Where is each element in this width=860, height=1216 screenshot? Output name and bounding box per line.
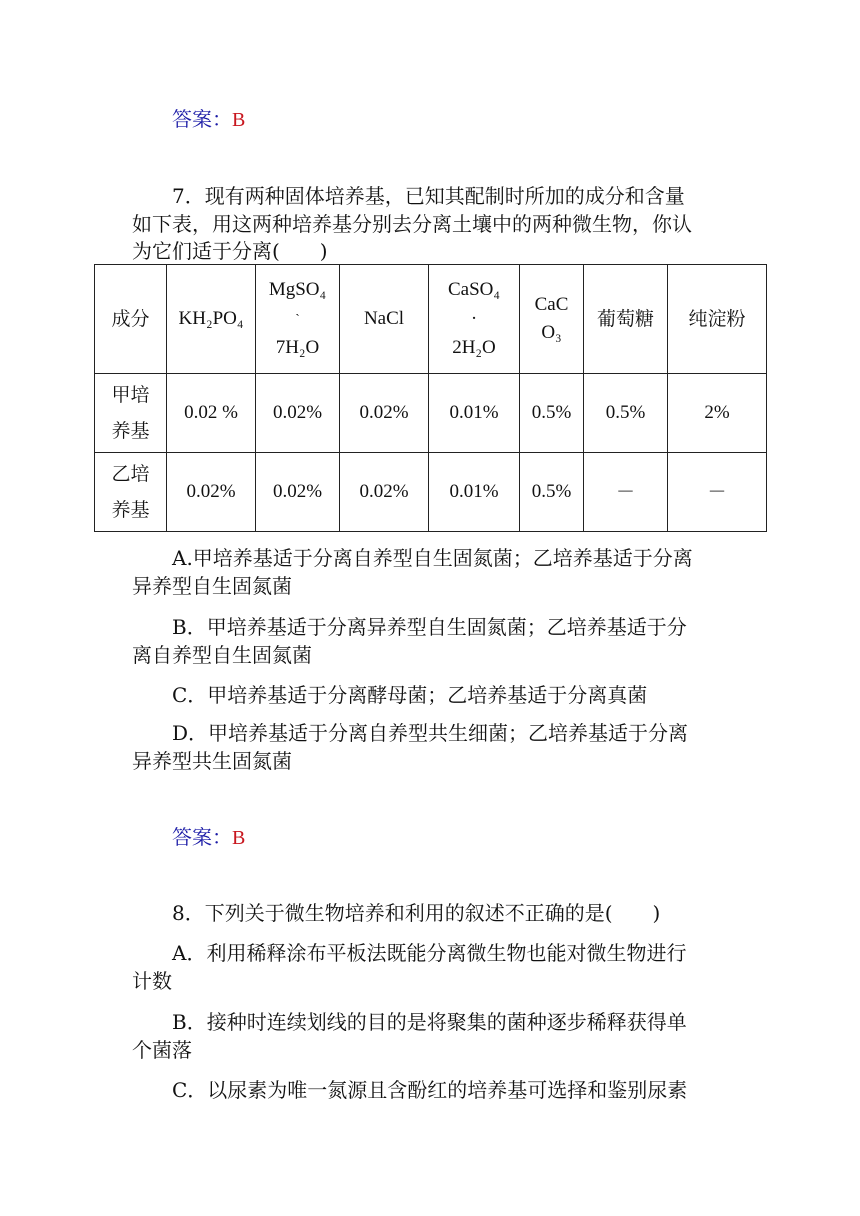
table-cell: 0.5% <box>520 453 584 532</box>
table-cell: 0.02% <box>256 374 340 453</box>
header-cell: 纯淀粉 <box>668 265 767 374</box>
q8-option-a-line-1: A．利用稀释涂布平板法既能分离微生物也能对微生物进行 <box>172 941 687 965</box>
q8-option-a-line-2: 计数 <box>132 969 172 993</box>
q7-stem-line-1: 7．现有两种固体培养基，已知其配制时所加的成分和含量 <box>172 184 685 208</box>
answer-label: 答案： <box>172 825 232 849</box>
header-cell-line: MgSO₄ <box>268 279 327 300</box>
table-cell: 0.02% <box>256 453 340 532</box>
table-cell: 0.02% <box>167 453 256 532</box>
table-cell: 2% <box>668 374 767 453</box>
table-cell: 0.5% <box>584 374 668 453</box>
q7-option-b-line-1: B．甲培养基适于分离异养型自生固氮菌；乙培养基适于分 <box>172 615 687 639</box>
table-row <box>95 374 767 453</box>
answer-q7 <box>172 824 245 851</box>
answer-q6 <box>172 106 245 133</box>
q7-stem-line-3: 为它们适于分离( ) <box>132 239 328 263</box>
q8-option-b-line-1: B．接种时连续划线的目的是将聚集的菌种逐步稀释获得单 <box>172 1010 687 1034</box>
q8-option-c-line-1: C．以尿素为唯一氮源且含酚红的培养基可选择和鉴别尿素 <box>172 1078 688 1102</box>
row-name-line: 养基 <box>111 499 150 521</box>
table-cell: 0.02 % <box>167 374 256 453</box>
table-cell: 0.01% <box>429 453 520 532</box>
media-composition-table <box>94 264 767 532</box>
header-cell <box>429 265 520 374</box>
header-cell <box>256 265 340 374</box>
table-cell: 0.01% <box>429 374 520 453</box>
header-cell-line: · <box>470 308 478 329</box>
row-name-cell <box>95 374 167 453</box>
table-cell: 0.5% <box>520 374 584 453</box>
header-cell-line: O₃ <box>541 322 562 343</box>
table-cell: － <box>584 453 668 532</box>
header-cell-line: CaSO₄ <box>447 279 501 300</box>
header-cell-line: 7H₂O <box>275 337 320 358</box>
table-header-row <box>95 265 767 374</box>
row-name-cell <box>95 453 167 532</box>
q7-option-a-line-2: 异养型自生固氮菌 <box>132 574 292 598</box>
row-name-line: 乙培 <box>111 463 150 485</box>
table-cell: 0.02% <box>340 453 429 532</box>
header-cell-line: ` <box>295 311 300 326</box>
answer-label: 答案： <box>172 107 232 131</box>
table-cell: － <box>668 453 767 532</box>
q7-option-b-line-2: 离自养型自生固氮菌 <box>132 643 312 667</box>
q7-option-c: C．甲培养基适于分离酵母菌；乙培养基适于分离真菌 <box>172 683 648 707</box>
header-cell-line: 2H₂O <box>452 337 496 358</box>
q8-stem: 8．下列关于微生物培养和利用的叙述不正确的是( ) <box>172 901 661 925</box>
q8-option-b-line-2: 个菌落 <box>132 1038 192 1062</box>
header-cell: NaCl <box>340 265 429 374</box>
header-cell: 成分 <box>95 265 167 374</box>
q7-option-d-line-2: 异养型共生固氮菌 <box>132 749 292 773</box>
table-row <box>95 453 767 532</box>
header-cell: KH₂PO₄ <box>167 265 256 374</box>
q7-stem-line-2: 如下表，用这两种培养基分别去分离土壤中的两种微生物，你认 <box>132 212 692 236</box>
header-cell-line: CaC <box>534 294 569 315</box>
header-cell <box>520 265 584 374</box>
answer-value: B <box>232 827 246 849</box>
table-cell: 0.02% <box>340 374 429 453</box>
row-name-line: 养基 <box>111 420 150 442</box>
q7-option-a-line-1: A.甲培养基适于分离自养型自生固氮菌；乙培养基适于分离 <box>172 546 693 570</box>
header-cell: 葡萄糖 <box>584 265 668 374</box>
answer-value: B <box>232 109 246 131</box>
q7-option-d-line-1: D．甲培养基适于分离自养型共生细菌；乙培养基适于分离 <box>172 721 689 745</box>
row-name-line: 甲培 <box>111 384 150 406</box>
